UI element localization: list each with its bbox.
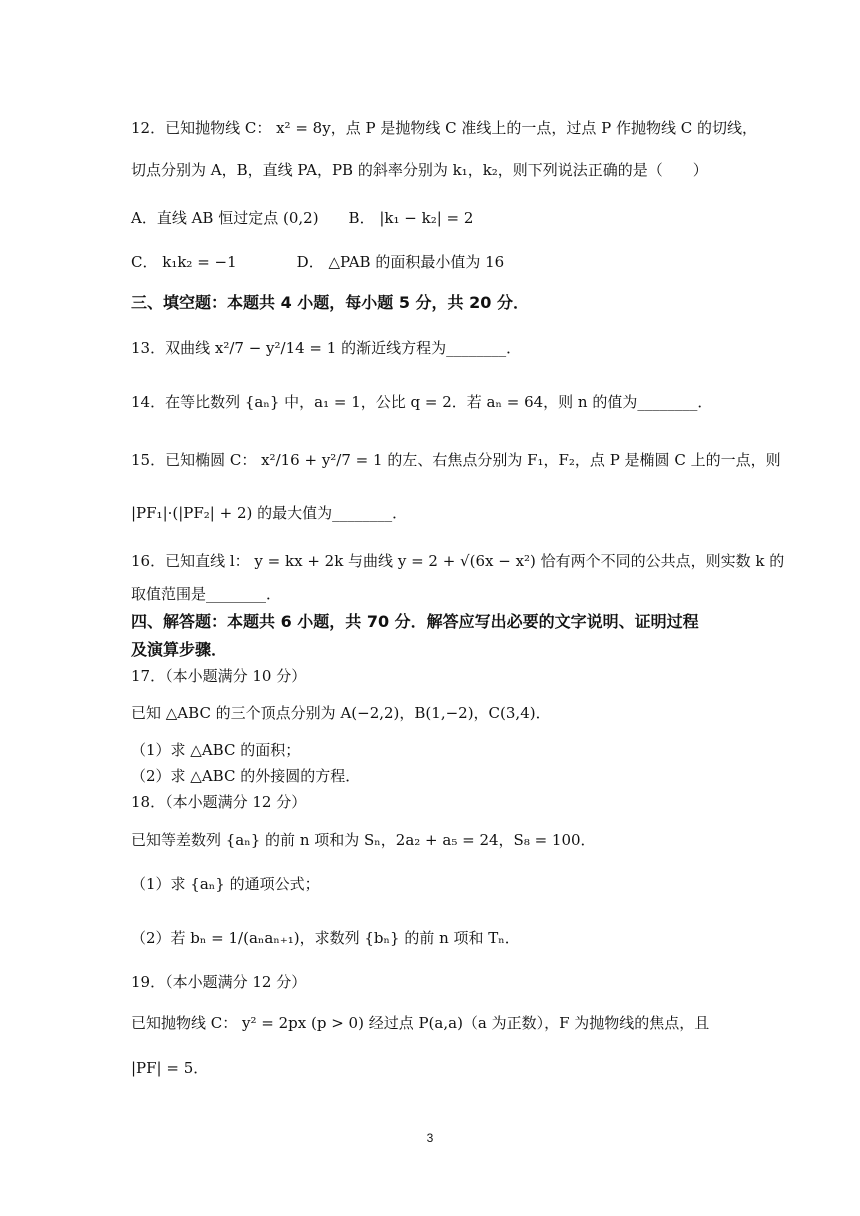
q18-header: 18．（本小题满分 12 分） bbox=[131, 793, 307, 811]
q18-part-2: （2）若 bₙ = 1/(aₙaₙ₊₁)，求数列 {bₙ} 的前 n 项和 Tₙ． bbox=[131, 929, 520, 947]
q17-body: 已知 △ABC 的三个顶点分别为 A(−2,2)，B(1,−2)，C(3,4)． bbox=[131, 704, 551, 722]
q12-line-2: 切点分别为 A，B，直线 PA，PB 的斜率分别为 k₁，k₂，则下列说法正确的是（ ） bbox=[131, 161, 708, 179]
page-number: 3 bbox=[426, 1131, 434, 1145]
section-3-heading: 三、填空题：本题共 4 小题，每小题 5 分，共 20 分． bbox=[131, 293, 529, 312]
section-4-heading-2: 及演算步骤． bbox=[131, 640, 228, 659]
q12-line-1: 12．已知抛物线 C： x² = 8y，点 P 是抛物线 C 准线上的一点，过点 P 作抛物线 C 的切线， bbox=[131, 119, 757, 137]
q17-part-2: （2）求 △ABC 的外接圆的方程． bbox=[131, 767, 361, 785]
q18-body: 已知等差数列 {aₙ} 的前 n 项和为 Sₙ，2a₂ + a₅ = 24，S₈ = 100． bbox=[131, 831, 596, 849]
q14: 14．在等比数列 {aₙ} 中，a₁ = 1，公比 q = 2．若 aₙ = 64，则 n 的值为________． bbox=[131, 393, 713, 411]
q16-line-2: 取值范围是________． bbox=[131, 585, 282, 603]
section-4-heading-1: 四、解答题：本题共 6 小题，共 70 分．解答应写出必要的文字说明、证明过程 bbox=[131, 612, 699, 631]
q18-part-1: （1）求 {aₙ} 的通项公式； bbox=[131, 875, 320, 893]
q19-header: 19．（本小题满分 12 分） bbox=[131, 973, 307, 991]
q12-option-cd: C． k₁k₂ = −1 D． △PAB 的面积最小值为 16 bbox=[131, 253, 505, 271]
q19-body: 已知抛物线 C： y² = 2px (p > 0) 经过点 P(a,a)（a 为正数），F 为抛物线的焦点，且 bbox=[131, 1014, 710, 1032]
q16-line-1: 16．已知直线 l： y = kx + 2k 与曲线 y = 2 + √(6x − x²) 恰有两个不同的公共点，则实数 k 的 bbox=[131, 552, 785, 570]
q17-part-1: （1）求 △ABC 的面积； bbox=[131, 741, 301, 759]
q13: 13．双曲线 x²/7 − y²/14 = 1 的渐近线方程为________． bbox=[131, 339, 522, 357]
q15-line-2: |PF₁|·(|PF₂| + 2) 的最大值为________． bbox=[131, 504, 408, 522]
q12-option-ab: A．直线 AB 恒过定点 (0,2) B． |k₁ − k₂| = 2 bbox=[131, 209, 474, 227]
q17-header: 17．（本小题满分 10 分） bbox=[131, 667, 307, 685]
q15-line-1: 15．已知椭圆 C： x²/16 + y²/7 = 1 的左、右焦点分别为 F₁，F₂，点 P 是椭圆 C 上的一点，则 bbox=[131, 451, 781, 469]
q19-body-2: |PF| = 5． bbox=[131, 1059, 209, 1077]
